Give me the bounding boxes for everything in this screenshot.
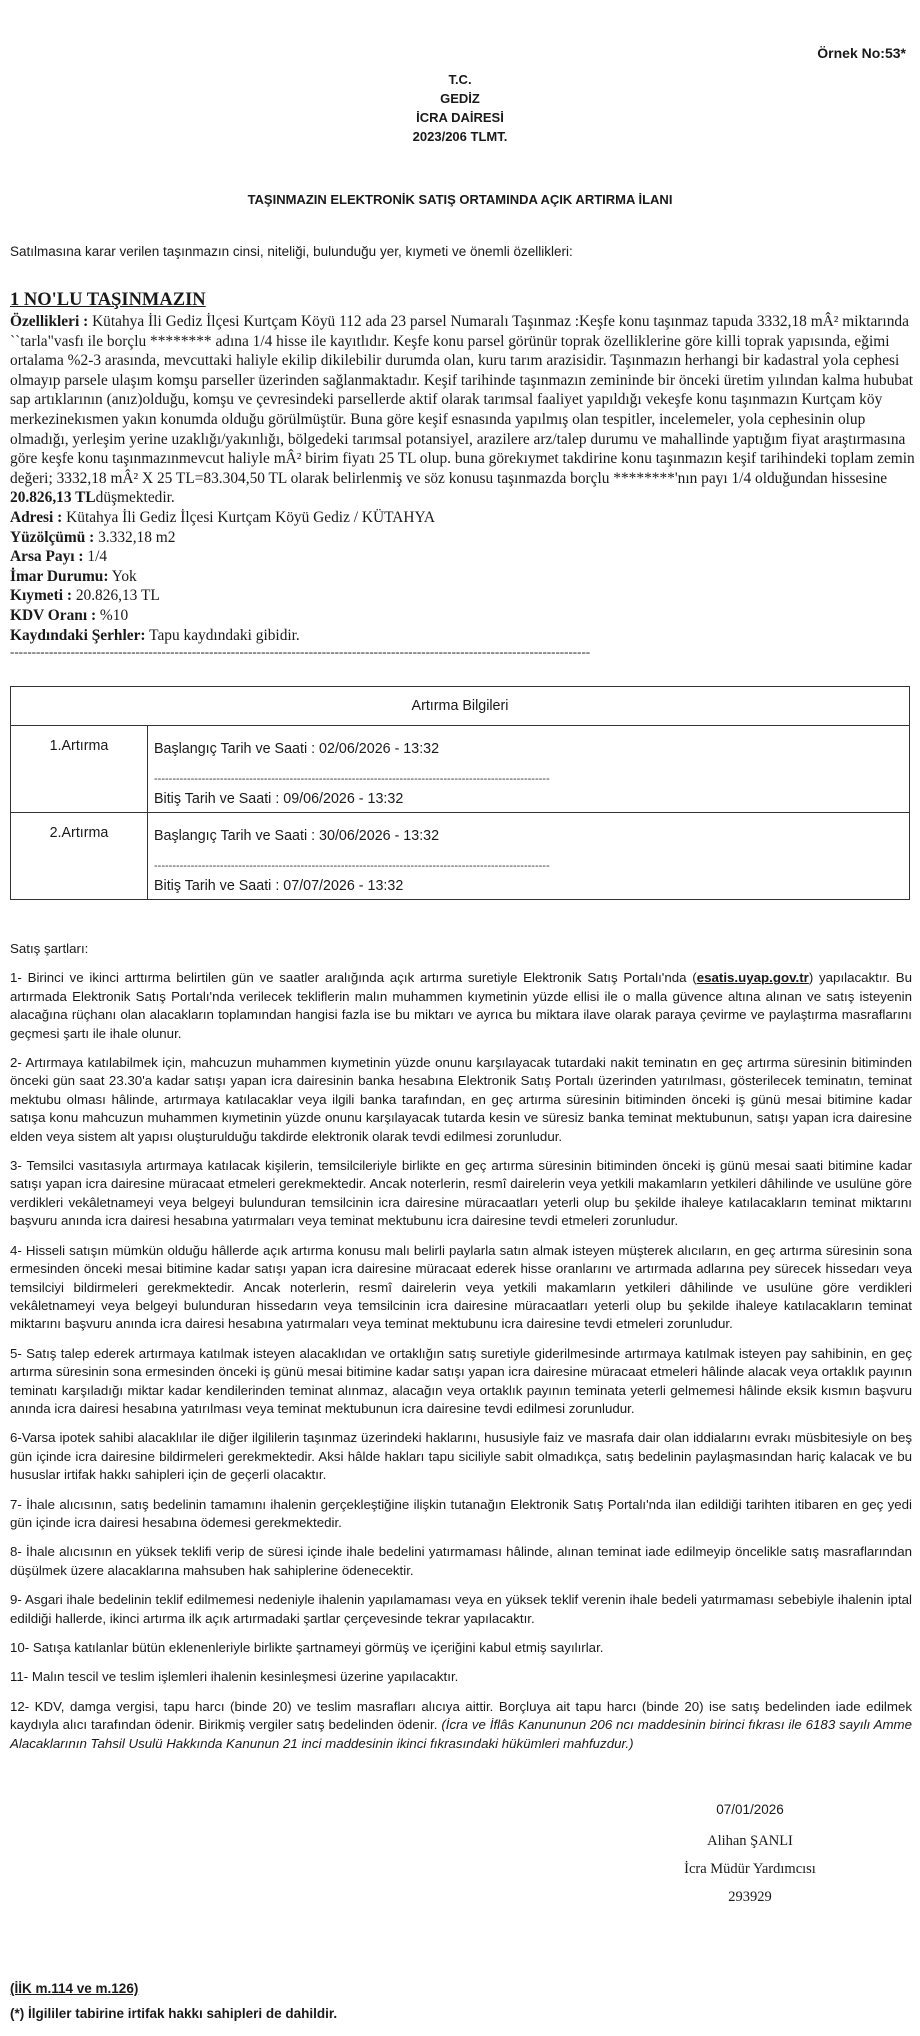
- features-amount: 20.826,13 TL: [10, 489, 96, 507]
- condition-item: 9- Asgari ihale bedelinin teklif edilmemesi nedeniyle ihalenin yapılamaması veya en yüksek teklif verenin ihale bedeli yatırmaması sebebiyle ihalenin iptal edildiği hallerde, ikinci artırma ilk açık artırmadaki şartlar çerçevesinde tekrar yapılacaktır.: [10, 1592, 912, 1626]
- start-label: Başlangıç Tarih ve Saati :: [154, 828, 320, 844]
- vat-value: %10: [96, 606, 129, 624]
- signature-block: [600, 1799, 900, 1911]
- condition-12-text: 12- KDV, damga vergisi, tapu harcı (binde 20) ve teslim masrafları alıcıya aittir. Borçluya ait tapu harcı (binde 20) ise satış bedelinden iade edilmek kaydıyla alıcı tarafından ödenir. Birikmiş vergiler satış bedelinden ödenir.: [10, 1698, 912, 1733]
- value-amount: 20.826,13 TL: [71, 587, 160, 605]
- share-label: Arsa Payı :: [10, 548, 84, 566]
- end-label: Bitiş Tarih ve Saati :: [154, 878, 284, 894]
- zoning-label: İmar Durumu:: [10, 567, 109, 585]
- vat-label: KDV Oranı :: [10, 606, 97, 624]
- condition-12-italic: (İcra ve İflâs Kanununun 206 ncı maddesinin birinci fıkrası ile 6183 sayılı Amme Alacaklarının Tahsil Usulü Hakkında Kanunun 21 inci maddesinin ikinci fıkrasındaki hükümleri mahfuzdur.): [10, 1717, 912, 1751]
- annotations-label: Kaydındaki Şerhler:: [10, 626, 146, 644]
- features-tail: düşmektedir.: [95, 489, 175, 507]
- features-text: Kütahya İli Gediz İlçesi Kurtçam Köyü 112 ada 23 parsel Numaralı Taşınmaz :Keşfe konu taşınmaz tapuda 3332,18 mÂ² miktarında ``tarla"vasfı ile borçlu ******** adına 1/4 hisse ile kayıtlıdır. Keşfe konu parsel görünür toprak özelliklerine göre killi toprak yapısında, eğimi ortalama %2-3 arasında, mevcuttaki haliyle ekilip dikilebilir durumda olan, kuru tarım arazisidir. Taşınmazın herhangi bir kadastral yola cephesi olmayıp parsele ulaşım komşu parseller üzerinden sağlanmaktadır. Keşif tarihinde taşınmazın zemininde bir önceki üretim yılından kalma hububat sap artıklarının (anız)olduğu, komşu ve çevresindeki parsellerde aktif olarak tarımsal faaliyet yapıldığı vekeşfe konu taşınmazın Kurtçam köy merkezinekısmen yakın konumda olduğu görülmüştür. Buna göre keşif esnasında yapılmış olan tespitler, incelemeler, yola cephesinin olup olmadığı, yerleşim yerine uzaklığı/yakınlığı, bölgedeki tarımsal potansiyel, arazilere arz/talep durumu ve mahallinde yaptığım fiyat araştırmasına göre keşfe konu taşınmazınmevcut haliyle mÂ² birim fiyatı 25 TL olup. buna görekıymet takdirine konu taşınmazın keşif tarihindeki toplam zemin değeri; 3332,18 mÂ² X 25 TL=83.304,50 TL olarak belirlenmiş ve söz konusu taşınmazda borçlu ********'nın payı 1/4 olduğundan hissesine: [10, 313, 915, 487]
- auction-table: [10, 686, 910, 900]
- announcement-title: TAŞINMAZIN ELEKTRONİK SATIŞ ORTAMINDA AÇIK ARTIRMA İLANI: [247, 192, 673, 207]
- round-dates: [148, 726, 910, 813]
- features-label: Özellikleri :: [10, 313, 89, 330]
- property-title: 1 NO'LU TAŞINMAZIN: [10, 290, 206, 310]
- round-separator: ------------------------------------------------------------------------------------------------------------: [154, 861, 550, 871]
- address-value: Kütahya İli Gediz İlçesi Kurtçam Köyü Gediz / KÜTAHYA: [62, 508, 436, 526]
- address-label: Adresi :: [10, 508, 63, 526]
- document-header: [0, 70, 920, 146]
- area-value: 3.332,18 m2: [94, 528, 176, 546]
- zoning-value: Yok: [108, 567, 137, 585]
- property-separator: --------------------------------------------------------------------------------------------------------------------------------------: [10, 645, 591, 660]
- signer-position: İcra Müdür Yardımcısı: [684, 1861, 816, 1877]
- property-details: [10, 288, 915, 659]
- header-office: İCRA DAİRESİ: [416, 110, 504, 125]
- property-features: [10, 312, 915, 508]
- auction-round-row: [11, 726, 910, 813]
- signature-date: 07/01/2026: [716, 1802, 784, 1817]
- condition-item: 2- Artırmaya katılabilmek için, mahcuzun muhammen kıymetinin yüzde onunu karşılayacak tutardaki nakit teminatın en geç artırma süresinin bitiminden önceki gün saat 23.30'a kadar satışı yapan icra dairesinin banka hesabına Elektronik Satış Portalı üzerinden yatırılması, gösterilecek teminatın, teminat mektubu olması hâlinde, artırmaya katılacaklar veya ilgili banka tarafından, en geç artırma süresinin bitiminden önceki iş günü mesai bitimine kadar satışa konu mahcuzun muhammen kıymetinin yüzde onunu karşılayacak tutarda kesin ve süresiz banka teminat mektubunun, satışı yapan icra dairesine elden veya sistem alt yapısı oluşturulduğu takdirde elektronik olarak tevdi edilmesi zorunludur.: [10, 1055, 912, 1144]
- condition-item: 8- İhale alıcısının en yüksek teklifi verip de süresi içinde ihale bedelini yatırmaması hâlinde, alınan teminat iade edilmeyip öncelikle satış masraflarından düşülmek üzere alacaklarına mahsuben hak sahiplerine ödenecektir.: [10, 1544, 912, 1578]
- round-label: 1.Artırma: [11, 726, 148, 813]
- property-share: [10, 547, 915, 567]
- round-dates: [148, 813, 910, 900]
- area-label: Yüzölçümü :: [10, 528, 95, 546]
- round-end: [154, 788, 903, 810]
- start-label: Başlangıç Tarih ve Saati :: [154, 741, 320, 757]
- sample-number: Örnek No:53*: [817, 45, 906, 61]
- start-value: 02/06/2026 - 13:32: [319, 741, 440, 757]
- intro-text: Satılmasına karar verilen taşınmazın cinsi, niteliği, bulunduğu yer, kıymeti ve önemli özellikleri:: [10, 244, 573, 259]
- header-file-number: 2023/206 TLMT.: [412, 129, 508, 144]
- condition-item: 11- Malın tescil ve teslim işlemleri ihalenin kesinleşmesi üzerine yapılacaktır.: [10, 1669, 459, 1685]
- property-zoning: [10, 567, 915, 587]
- share-value: 1/4: [83, 548, 108, 566]
- annotations-value: Tapu kaydındaki gibidir.: [145, 626, 300, 644]
- footer-note: (*) İlgililer tabirine irtifak hakkı sahipleri de dahildir.: [10, 2006, 338, 2021]
- condition-item: 3- Temsilci vasıtasıyla artırmaya katılacak kişilerin, temsilcileriyle birlikte en geç artırma süresinin bitiminden önceki iş günü mesai saati bitimine kadar satışı yapan icra dairesine müracaat etmeleri gerekmektedir. Ancak noterlerin, resmî dairelerin veya yetkili makamların yetkileri dâhilinde ve usulüne göre verdikleri vekâletnameyi veya belgeyi bulunduran temsilcinin icra dairesine müracaatları yeterli olup bu şekilde ihaleye katılacakların teminat miktarını başvuru anında icra dairesi hesabına yatırmaları veya teminat mektubunu icra dairesine tevdi etmeleri zorunludur.: [10, 1158, 912, 1229]
- condition-item: [10, 969, 912, 1043]
- condition-item: 10- Satışa katılanlar bütün eklenenleriyle birlikte şartnameyi görmüş ve içeriğini kabul etmiş sayılırlar.: [10, 1640, 604, 1655]
- condition-1-text-b: ) yapılacaktır. Bu artırmada Elektronik Satış Portalı'nda verilecek tekliflerin malın muhammen kıymetinin yüzde ellisi ile o malla güvence altına alınan ve satış isteyenin alacağına rüçhanı olan alacakların toplamından hangisi fazla ise bu miktarı ve ayrıca bu miktara ilave olarak paraya çevirme ve paylaştırma masraflarını geçmesi şartı ile ihale olunur.: [10, 970, 912, 1041]
- round-end: [154, 875, 903, 897]
- condition-1-text: 1- Birinci ve ikinci arttırma belirtilen gün ve saatler aralığında açık artırma suretiyle Elektronik Satış Portalı'nda (: [10, 970, 697, 986]
- esatis-link[interactable]: esatis.uyap.gov.tr: [696, 970, 809, 986]
- round-separator: ------------------------------------------------------------------------------------------------------------: [154, 774, 550, 784]
- end-label: Bitiş Tarih ve Saati :: [154, 791, 284, 807]
- condition-item: 6-Varsa ipotek sahibi alacaklılar ile diğer ilgililerin taşınmaz üzerindeki haklarını, hususiyle faiz ve masrafa dair olan iddialarını evrakı müsbitesiyle on beş gün içinde icra dairesine bildirmeleri gerekmektedir. Aksi hâlde hakları tapu siciliyle sabit olmadıkça, satış bedelinin paylaşmasından hariç kalacak ve bu hususlar irtifak hakkı sahipleri için de geçerli olacaktır.: [10, 1430, 912, 1483]
- end-value: 07/07/2026 - 13:32: [283, 878, 404, 894]
- condition-item: [10, 1698, 912, 1753]
- property-annotations: [10, 626, 915, 646]
- auction-table-heading: Artırma Bilgileri: [11, 687, 910, 726]
- sale-conditions: [10, 940, 912, 1764]
- auction-round-row: [11, 813, 910, 900]
- condition-item: 5- Satış talep ederek artırmaya katılmak isteyen alacaklıdan ve ortaklığın satış suretiyle giderilmesinde artırmaya katılmak isteyen pay sahibinin, en geç artırma süresinin sona ermesinden önceki iş günü mesai bitimine kadar satışı yapan icra dairesine müracaat etmeleri hâlinde alacak veya ortaklık payının teminatı karşıladığı miktar kadar kendilerinden teminat alınmaz, alacağın veya ortaklık payının teminata yeterli gelmemesi hâlinde eksik kısmın başvuru anında icra dairesi hesabına yatırılması veya teminat mektubunun icra dairesine tevdi edilmesi zorunludur.: [10, 1345, 912, 1416]
- condition-item: 4- Hisseli satışın mümkün olduğu hâllerde açık artırma konusu malı belirli paylarla satın almak isteyen müşterek alıcıların, en geç artırma süresinin sona ermesinden önceki mesai bitimine kadar satışı yapan icra dairesine müracaat ederek hisse oranlarını ve artırmada adlarına pey sürecek hissedarı veya temsilciyi bildirmeleri gerekmektedir. Ancak noterlerin, resmî dairelerin veya yetkili makamların yetkileri dâhilinde ve usulüne göre verdikleri vekâletnameyi veya belgeyi bulunduran hissedarın veya temsilcinin icra dairesine müracaatları yeterli olup bu şekilde ihaleye katılacakların teminat miktarını başvuru anında icra dairesi hesabına yatırmaları veya teminat mektubunu icra dairesine tevdi etmeleri zorunludur.: [10, 1242, 912, 1332]
- condition-item: 7- İhale alıcısının, satış bedelinin tamamını ihalenin gerçekleştiğine ilişkin tutanağın Elektronik Satış Portalı'nda ilan edildiği tarihten itibaren en geç yedi gün içinde icra dairesi hesabına ödemesi gerekmektedir.: [10, 1496, 912, 1530]
- signer-number: 293929: [728, 1889, 772, 1905]
- footer-reference-text: (İİK m.114 ve m.126): [10, 1981, 139, 1996]
- header-country: T.C.: [448, 72, 472, 87]
- round-start: [154, 825, 903, 847]
- conditions-heading: Satış şartları:: [10, 941, 89, 956]
- property-value: [10, 586, 915, 606]
- footer-reference: [10, 1981, 138, 1996]
- property-vat: [10, 606, 915, 626]
- end-value: 09/06/2026 - 13:32: [283, 791, 404, 807]
- round-start: [154, 738, 903, 760]
- round-label: 2.Artırma: [11, 813, 148, 900]
- value-label: Kıymeti :: [10, 587, 72, 605]
- property-area: [10, 528, 915, 548]
- header-district: GEDİZ: [440, 91, 480, 106]
- signer-name: Alihan ŞANLI: [707, 1833, 793, 1849]
- start-value: 30/06/2026 - 13:32: [319, 828, 440, 844]
- property-address: [10, 508, 915, 528]
